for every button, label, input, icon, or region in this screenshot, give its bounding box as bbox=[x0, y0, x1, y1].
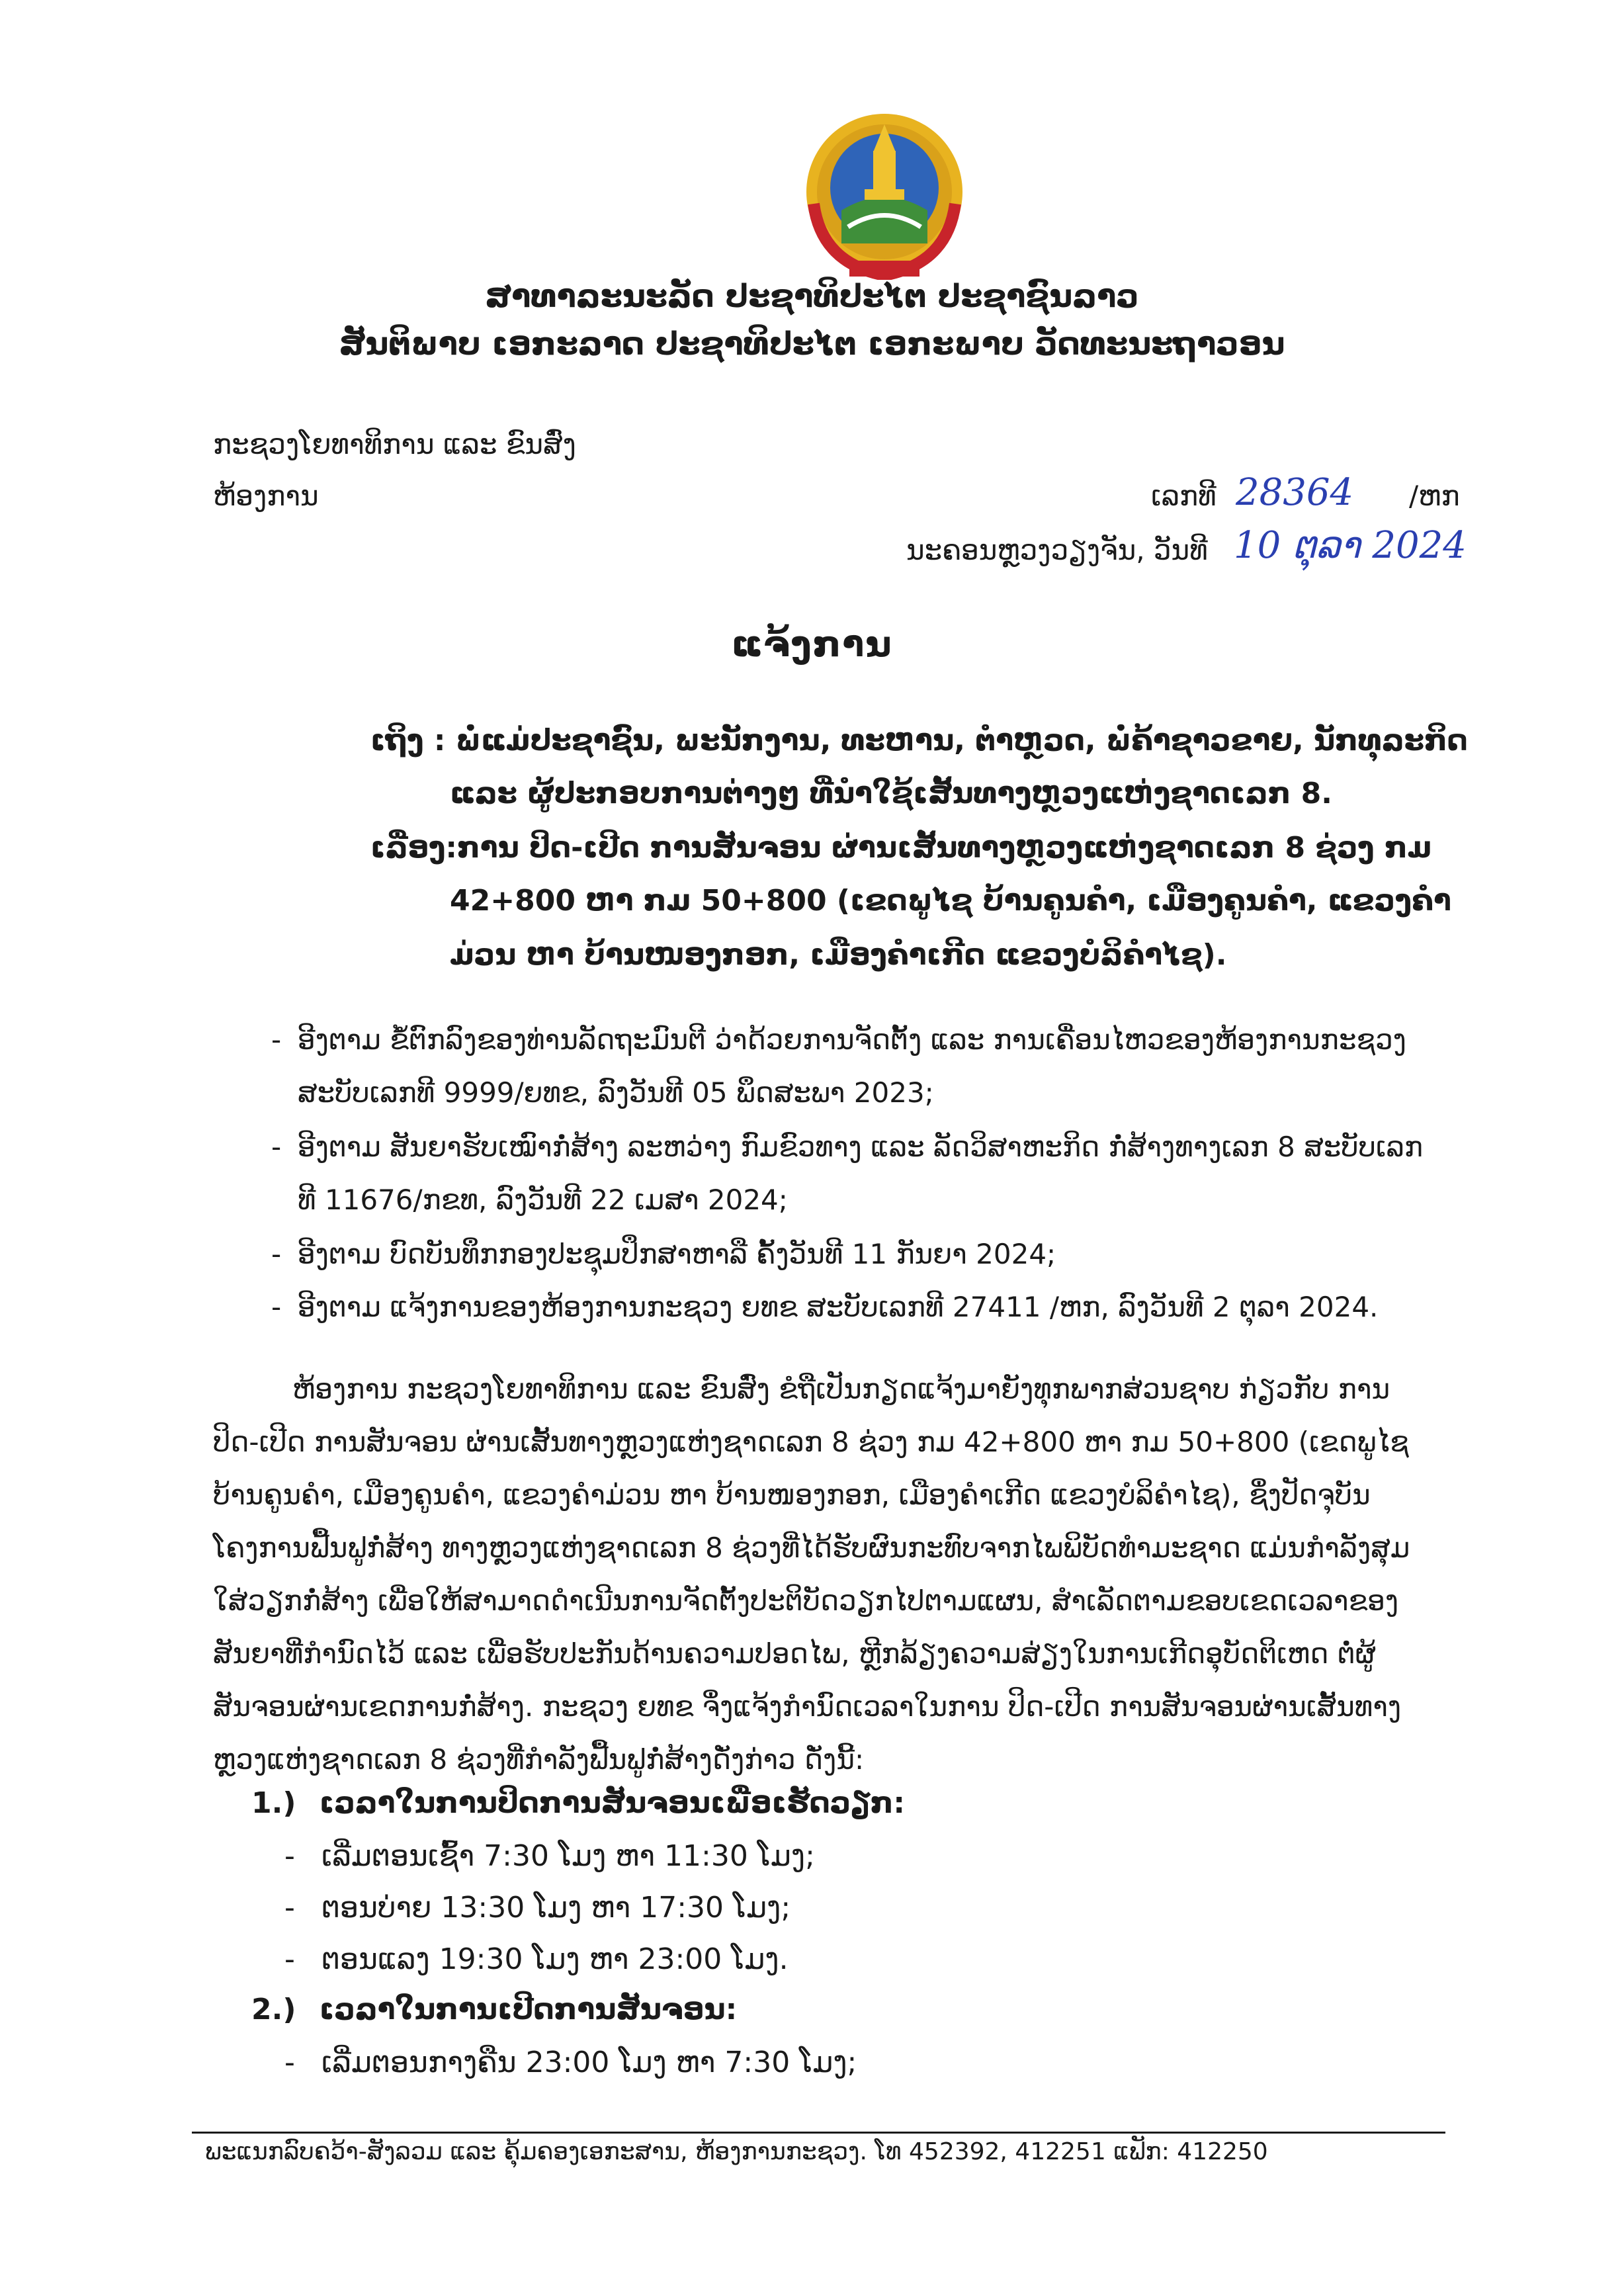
list-item: - ຕອນບ່າຍ 13:30 ໂມງ ຫາ 17:30 ໂມງ; bbox=[284, 1891, 791, 1925]
section-1-title: ເວລາໃນການປິດການສັນຈອນເພື່ອເຮັດວຽກ: bbox=[319, 1786, 905, 1820]
reference-item: - ອີງຕາມ ຂໍ້ຕົກລົງຂອງທ່ານລັດຖະມົນຕີ ວ່າດ້ວຍການຈັດຕັ້ງ ແລະ ການເຄື່ອນໄຫວຂອງຫ້ອງການກະຊວງ ສະບັບເລກທີ 9999/ຍທຂ, ລົງວັນທີ 05 ພຶດສະພາ 2023; bbox=[271, 1014, 1482, 1119]
reference-item-line-1: ອີງຕາມ ບົດບັນທຶກກອງປະຊຸມປຶກສາຫາລື ຄັ້ງວັນທີ 11 ກັນຍາ 2024; bbox=[298, 1238, 1056, 1270]
motto-heading: ສັນຕິພາບ ເອກະລາດ ປະຊາທິປະໄຕ ເອກະພາບ ວັດທະນະຖາວອນ bbox=[339, 325, 1285, 363]
section-2-number: 2.) bbox=[251, 1993, 296, 2026]
reference-item: - ອີງຕາມ ແຈ້ງການຂອງຫ້ອງການກະຊວງ ຍທຂ ສະບັບເລກທີ 27411 /ຫກ, ລົງວັນທີ 2 ຕຸລາ 2024. bbox=[271, 1281, 1482, 1334]
document-title: ແຈ້ງການ bbox=[731, 623, 893, 665]
section-2-title: ເວລາໃນການເປີດການສັນຈອນ: bbox=[319, 1993, 738, 2026]
to-line-2: ແລະ ຜູ້ປະກອບການຕ່າງໆ ທີ່ນຳໃຊ້ເສັ້ນທາງຫຼວງແຫ່ງຊາດເລກ 8. bbox=[450, 777, 1332, 810]
reference-item-line-2: ສະບັບເລກທີ 9999/ຍທຂ, ລົງວັນທີ 05 ພຶດສະພາ 2023; bbox=[298, 1076, 934, 1109]
office-name: ຫ້ອງການ bbox=[213, 480, 319, 512]
place-date-label: ນະຄອນຫຼວງວຽງຈັນ, ວັນທີ bbox=[906, 534, 1208, 566]
reference-no-value: 28364 bbox=[1236, 471, 1354, 514]
reference-item-line-1: ອີງຕາມ ແຈ້ງການຂອງຫ້ອງການກະຊວງ ຍທຂ ສະບັບເລກທີ 27411 /ຫກ, ລົງວັນທີ 2 ຕຸລາ 2024. bbox=[298, 1291, 1379, 1323]
body-line: ໂຄງການຟື້ນຟູກໍ່ສ້າງ ທາງຫຼວງແຫ່ງຊາດເລກ 8 ຊ່ວງທີ່ໄດ້ຮັບຜົນກະທົບຈາກໄພພິບັດທຳມະຊາດ ແມ່ນກຳລັງສຸມ bbox=[213, 1532, 1410, 1564]
list-item-text: ຕອນບ່າຍ 13:30 ໂມງ ຫາ 17:30 ໂມງ; bbox=[321, 1891, 791, 1925]
list-item-text: ຕອນແລງ 19:30 ໂມງ ຫາ 23:00 ໂມງ. bbox=[321, 1942, 789, 1976]
republic-heading: ສາທາລະນະລັດ ປະຊາທິປະໄຕ ປະຊາຊົນລາວ bbox=[485, 278, 1139, 315]
body-line: ຫ້ອງການ ກະຊວງໂຍທາທິການ ແລະ ຂົນສົ່ງ ຂໍຖືເປັນກຽດແຈ້ງມາຍັງທຸກພາກສ່ວນຊາບ ກ່ຽວກັບ ການ bbox=[292, 1373, 1390, 1405]
body-line: ໃສ່ວຽກກໍ່ສ້າງ ເພື່ອໃຫ້ສາມາດດຳເນີນການຈັດຕັ້ງປະຕິບັດວຽກໄປຕາມແຜນ, ສຳເລັດຕາມຂອບເຂດເວລາຂອງ bbox=[213, 1584, 1399, 1617]
section-2-heading bbox=[251, 1993, 737, 2026]
list-item: - ເລີ່ມຕອນເຊົ້າ 7:30 ໂມງ ຫາ 11:30 ໂມງ; bbox=[284, 1839, 815, 1873]
list-item-text: ເລີ່ມຕອນກາງຄືນ 23:00 ໂມງ ຫາ 7:30 ໂມງ; bbox=[321, 2046, 857, 2079]
section-1-number: 1.) bbox=[251, 1786, 296, 1820]
list-item: - ເລີ່ມຕອນກາງຄືນ 23:00 ໂມງ ຫາ 7:30 ໂມງ; bbox=[284, 2046, 857, 2079]
subject-line-1: ເລື່ອງ:ການ ປິດ-ເປີດ ການສັນຈອນ ຜ່ານເສັ້ນທາງຫຼວງແຫ່ງຊາດເລກ 8 ຊ່ວງ ກມ bbox=[370, 831, 1432, 865]
subject-line-2: 42+800 ຫາ ກມ 50+800 (ເຂດພູໄຊ ບ້ານຄູນຄຳ, ເມືອງຄູນຄຳ, ແຂວງຄຳ bbox=[450, 884, 1451, 918]
national-emblem bbox=[802, 111, 967, 280]
body-line: ສັນຈອນຜ່ານເຂດການກໍ່ສ້າງ. ກະຊວງ ຍທຂ ຈຶ່ງແຈ້ງກຳນົດເວລາໃນການ ປິດ-ເປີດ ການສັນຈອນຜ່ານເສັ້ນທາງ bbox=[213, 1690, 1402, 1723]
reference-item-line-2: ທີ 11676/ກຂທ, ລົງວັນທີ 22 ເມສາ 2024; bbox=[298, 1184, 788, 1216]
section-1-heading bbox=[251, 1786, 905, 1820]
to-line-1: ເຖິງ : ພໍ່ແມ່ປະຊາຊົນ, ພະນັກງານ, ທະຫານ, ຕຳຫຼວດ, ພໍ່ຄ້າຊາວຂາຍ, ນັກທຸລະກິດ bbox=[370, 724, 1468, 758]
reference-item: - ອີງຕາມ ບົດບັນທຶກກອງປະຊຸມປຶກສາຫາລື ຄັ້ງວັນທີ 11 ກັນຍາ 2024; bbox=[271, 1228, 1482, 1281]
list-item-text: ເລີ່ມຕອນເຊົ້າ 7:30 ໂມງ ຫາ 11:30 ໂມງ; bbox=[321, 1839, 815, 1873]
body-line: ປິດ-ເປີດ ການສັນຈອນ ຜ່ານເສັ້ນທາງຫຼວງແຫ່ງຊາດເລກ 8 ຊ່ວງ ກມ 42+800 ຫາ ກມ 50+800 (ເຂດພູໄຊ bbox=[213, 1426, 1409, 1458]
date-value: 10 ຕຸລາ 2024 bbox=[1234, 524, 1467, 567]
body-paragraph bbox=[213, 1363, 1482, 1786]
body-line: ສັນຍາທີ່ກຳນົດໄວ້ ແລະ ເພື່ອຮັບປະກັນດ້ານຄວາມປອດໄພ, ຫຼີກລ້ຽງຄວາມສ່ຽງໃນການເກີດອຸບັດຕິເຫດ ຕໍ່ຜູ້ bbox=[213, 1637, 1377, 1670]
reference-item: - ອີງຕາມ ສັນຍາຮັບເໝົາກໍ່ສ້າງ ລະຫວ່າງ ກົມຂົວທາງ ແລະ ລັດວິສາຫະກິດ ກໍ່ສ້າງທາງເລກ 8 ສະບັບເລກ ທີ 11676/ກຂທ, ລົງວັນທີ 22 ເມສາ 2024; bbox=[271, 1121, 1482, 1227]
footer-divider bbox=[192, 2132, 1445, 2134]
reference-item-line-1: ອີງຕາມ ສັນຍາຮັບເໝົາກໍ່ສ້າງ ລະຫວ່າງ ກົມຂົວທາງ ແລະ ລັດວິສາຫະກິດ ກໍ່ສ້າງທາງເລກ 8 ສະບັບເລກ bbox=[298, 1131, 1424, 1163]
reference-item-line-1: ອີງຕາມ ຂໍ້ຕົກລົງຂອງທ່ານລັດຖະມົນຕີ ວ່າດ້ວຍການຈັດຕັ້ງ ແລະ ການເຄື່ອນໄຫວຂອງຫ້ອງການກະຊວງ bbox=[298, 1023, 1406, 1056]
body-line: ຫຼວງແຫ່ງຊາດເລກ 8 ຊ່ວງທີ່ກຳລັງຟື້ນຟູກໍ່ສ້າງດັ່ງກ່າວ ດັ່ງນີ້: bbox=[213, 1743, 865, 1776]
body-line: ບ້ານຄູນຄຳ, ເມືອງຄູນຄຳ, ແຂວງຄຳມ່ວນ ຫາ ບ້ານໜອງກອກ, ເມືອງຄຳເກີດ ແຂວງບໍລິຄຳໄຊ), ຊຶ່ງປັດຈຸບັນ bbox=[213, 1479, 1371, 1511]
ministry-name: ກະຊວງໂຍທາທິການ ແລະ ຂົນສົ່ງ bbox=[213, 428, 576, 460]
reference-suffix: /ຫກ bbox=[1409, 480, 1460, 512]
subject-line-3: ມ່ວນ ຫາ ບ້ານໜອງກອກ, ເມືອງຄຳເກີດ ແຂວງບໍລິຄຳໄຊ). bbox=[450, 938, 1227, 972]
list-item: - ຕອນແລງ 19:30 ໂມງ ຫາ 23:00 ໂມງ. bbox=[284, 1942, 789, 1976]
footer-contact: ພະແນກລົບຄວ້າ-ສັງລວມ ແລະ ຄຸ້ມຄອງເອກະສານ, ຫ້ອງການກະຊວງ. ໂທ 452392, 412251 ແຟັກ: 412250 bbox=[205, 2138, 1268, 2165]
reference-no-label: ເລກທີ bbox=[1151, 480, 1217, 512]
